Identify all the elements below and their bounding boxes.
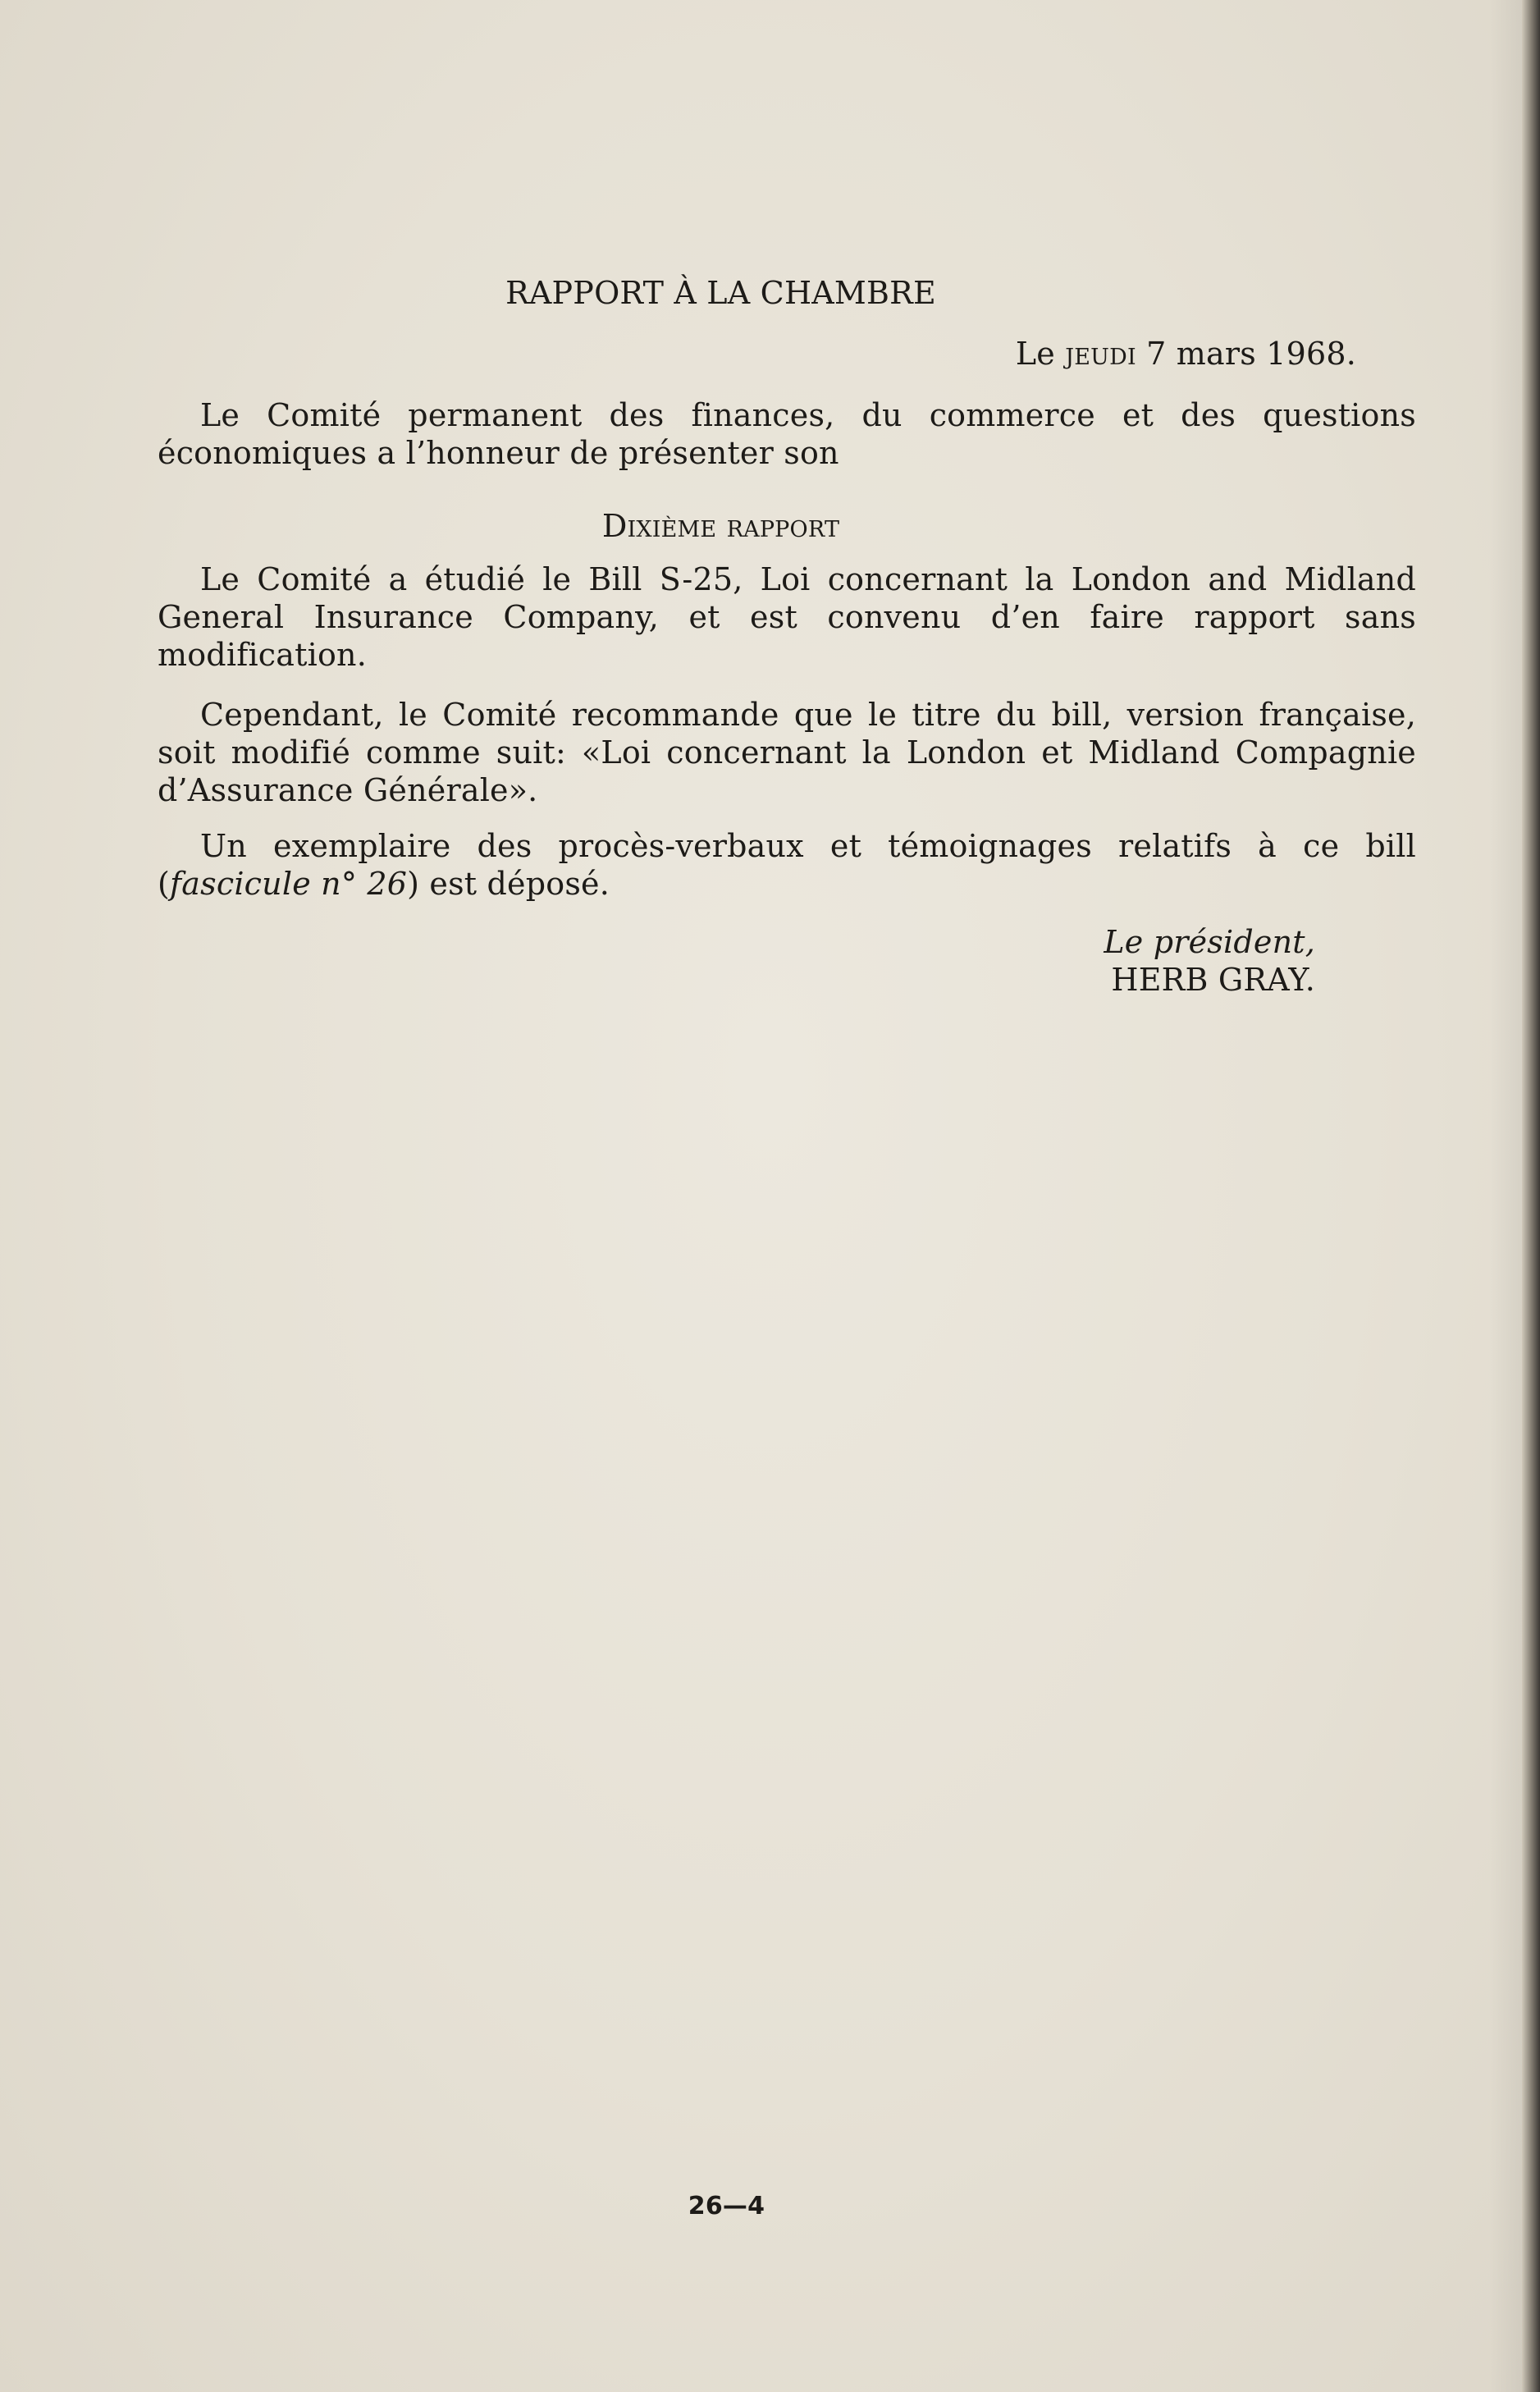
date-prefix: Le [1015,336,1055,372]
recommendation-paragraph: Cependant, le Comité recommande que le titre du bill, version française, soit modifié comme suit: «Loi concernant la London et Midland Compagnie d’Assurance Générale». [158,697,1416,808]
report-title [0,507,1540,545]
fascicle-reference: fascicule n° 26 [170,866,408,902]
report-heading-text: RAPPORT À LA CHAMBRE [505,275,936,311]
date-rest: 7 mars 1968. [1146,336,1356,372]
signature-name: HERB GRAY. [1111,962,1315,998]
page-number-text: 26—4 [688,2192,765,2220]
report-title-text: Dixième rapport [601,508,840,544]
deposit-text-end: ) est déposé. [407,866,610,902]
bill-paragraph: Le Comité a étudié le Bill S-25, Loi concernant la London and Midland General Insurance Company, et est convenu d’en faire rapport sans modification. [158,561,1416,673]
intro-paragraph: Le Comité permanent des finances, du commerce et des questions économiques a l’honneur de présenter son [158,397,1416,471]
signature-role: Le président, [1104,924,1315,960]
page-number [0,2188,1540,2225]
signature-block [1104,923,1315,999]
report-heading [0,274,1540,312]
page-binding-edge [1522,0,1540,2392]
binding-shadow [1489,0,1522,2392]
report-date [1016,335,1356,373]
deposit-text-start: Un exemplaire des procès-verbaux et témoignages relatifs à ce bill ( [158,828,1416,902]
date-day: jeudi [1065,336,1136,372]
deposit-paragraph [158,827,1416,903]
